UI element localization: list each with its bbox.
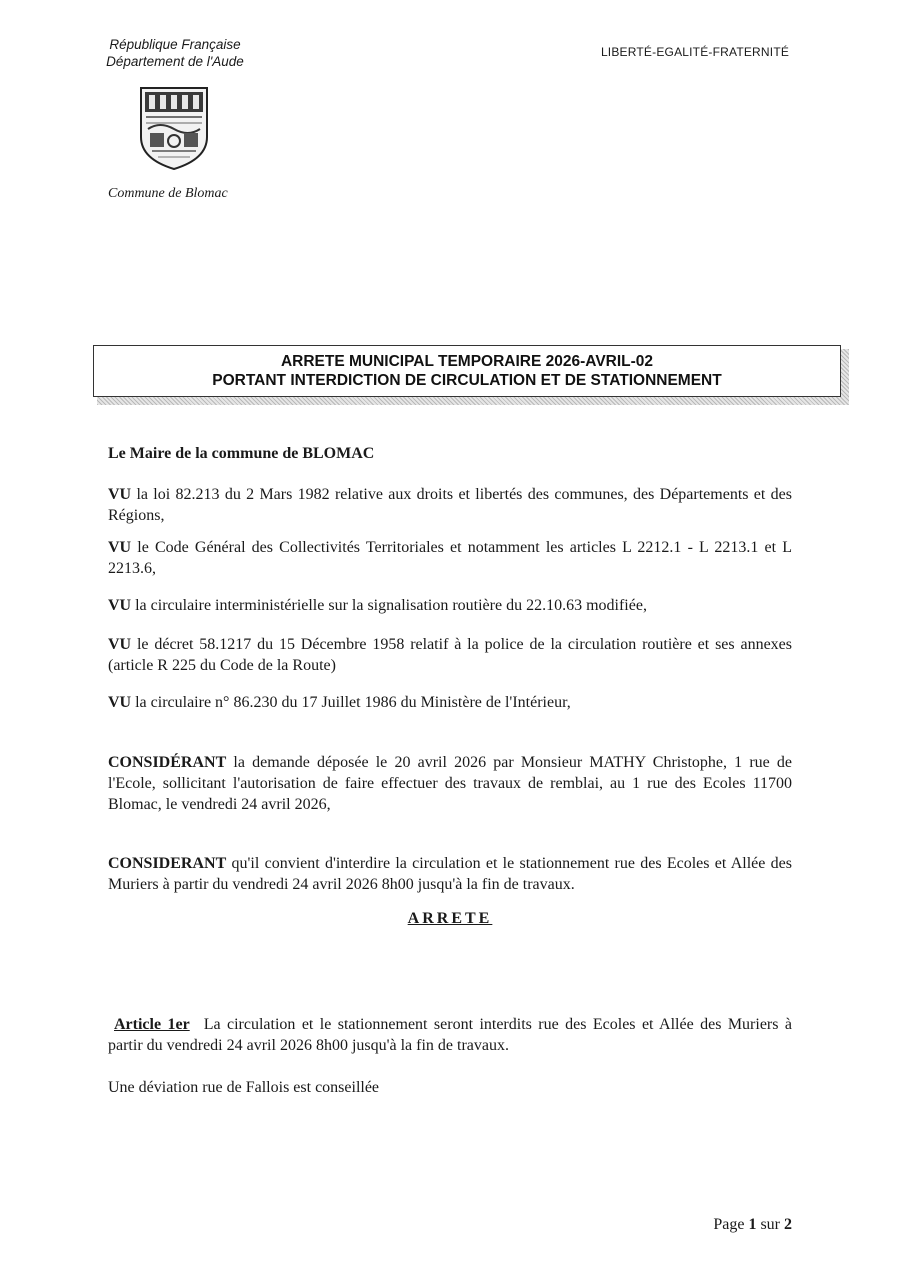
- vu-paragraph-4: [108, 634, 792, 676]
- department-label: Département de l'Aude: [106, 54, 244, 69]
- vu-text: la circulaire interministérielle sur la signalisation routière du 22.10.63 modifiée,: [135, 597, 647, 614]
- considerant-text: qu'il convient d'interdire la circulation et le stationnement rue des Ecoles et Allée des Muriers à partir du vendredi 24 avril 2026 8h00 jusqu'à la fin de travaux.: [108, 855, 792, 893]
- article-1: [108, 1014, 792, 1056]
- vu-label: VU: [108, 486, 132, 503]
- article-1-label: Article 1er: [114, 1016, 190, 1033]
- title-line-2: PORTANT INTERDICTION DE CIRCULATION ET DE STATIONNEMENT: [212, 372, 722, 389]
- vu-text: la circulaire n° 86.230 du 17 Juillet 1986 du Ministère de l'Intérieur,: [135, 694, 571, 711]
- motto: LIBERTÉ-EGALITÉ-FRATERNITÉ: [600, 45, 790, 59]
- vu-label: VU: [108, 636, 132, 653]
- vu-paragraph-5: [108, 692, 792, 713]
- considerant-label: CONSIDERANT: [108, 855, 227, 872]
- vu-label: VU: [108, 539, 132, 556]
- republic-label: République Française: [109, 37, 241, 52]
- vu-label: VU: [108, 694, 132, 711]
- considerant-paragraph-2: [108, 853, 792, 895]
- title-line-1: ARRETE MUNICIPAL TEMPORAIRE 2026-AVRIL-02: [280, 353, 654, 370]
- vu-paragraph-1: [108, 484, 792, 526]
- deviation-note: Une déviation rue de Fallois est conseillée: [108, 1079, 380, 1096]
- of-word: sur: [760, 1216, 780, 1233]
- page-word: Page: [713, 1216, 745, 1233]
- vu-paragraph-2: [108, 537, 792, 579]
- page-footer: [600, 1216, 792, 1234]
- mayor-heading: Le Maire de la commune de BLOMAC: [108, 445, 375, 462]
- vu-paragraph-3: [108, 595, 792, 616]
- vu-text: le décret 58.1217 du 15 Décembre 1958 relatif à la police de la circulation routière et ses annexes (article R 225 du Code de la Route): [108, 636, 792, 674]
- vu-text: le Code Général des Collectivités Territoriales et notamment les articles L 2212.1 - L 2213.1 et L 2213.6,: [108, 539, 793, 577]
- commune-name: Commune de Blomac: [108, 186, 228, 201]
- considerant-text: la demande déposée le 20 avril 2026 par Monsieur MATHY Christophe, 1 rue de l'Ecole, sollicitant l'autorisation de faire effectuer des travaux de remblai, au 1 rue des Ecoles 11700 Blomac, le vendredi 24 avril 2026,: [108, 754, 793, 813]
- article-1-text: La circulation et le stationnement seront interdits rue des Ecoles et Allée des Muriers à partir du vendredi 24 avril 2026 8h00 jusqu'à la fin de travaux.: [108, 1016, 793, 1054]
- header-left: [80, 36, 270, 70]
- page-number: 1: [748, 1216, 757, 1233]
- considerant-paragraph-1: [108, 752, 792, 815]
- vu-text: la loi 82.213 du 2 Mars 1982 relative aux droits et libertés des communes, des Départements et des Régions,: [108, 486, 793, 524]
- considerant-label: CONSIDÉRANT: [108, 754, 227, 771]
- coat-of-arms-icon: [138, 85, 210, 171]
- vu-label: VU: [108, 597, 132, 614]
- arrete-heading: ARRETE: [407, 910, 493, 927]
- total-pages: 2: [784, 1216, 792, 1233]
- title-box: [93, 345, 841, 397]
